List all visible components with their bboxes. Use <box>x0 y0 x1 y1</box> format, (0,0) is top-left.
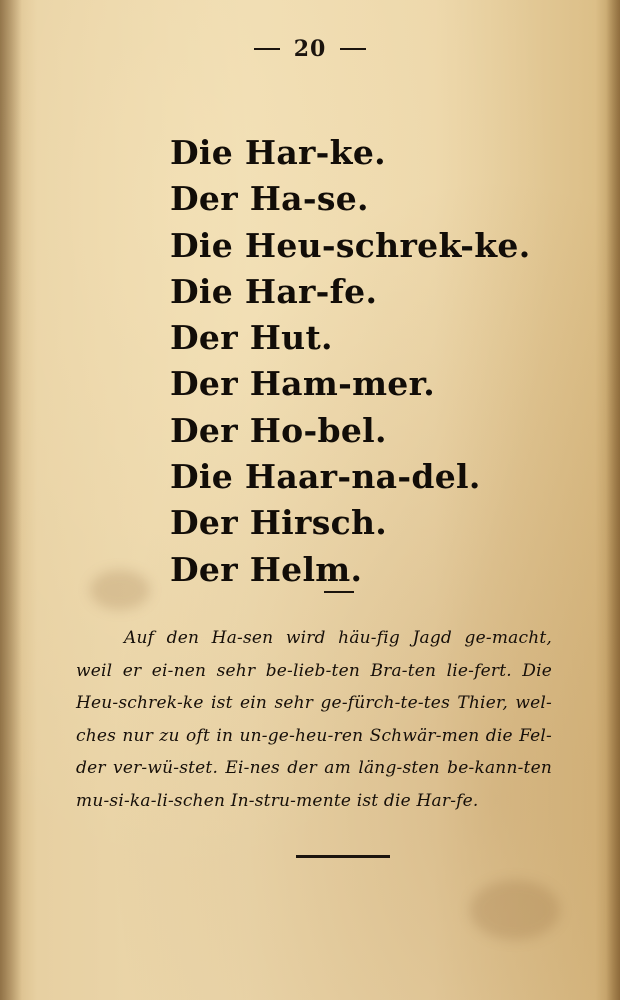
word-list-item: Die Haar-na-del. <box>170 457 481 497</box>
word-list-item: Der Ha-se. <box>170 179 369 219</box>
end-divider <box>296 855 390 858</box>
word-list-item: Der Hirsch. <box>170 503 388 543</box>
word-list <box>170 130 531 593</box>
spine-shadow <box>0 0 22 1000</box>
word-list-item: Der Helm. <box>170 549 363 589</box>
paper-stain <box>470 880 560 940</box>
word-list-item: Die Har-fe. <box>170 271 378 311</box>
page-header <box>0 36 620 62</box>
body-paragraph: Auf den Ha-sen wird häu-fig Jagd ge-macht, weil er ei-nen sehr be-lieb-ten Bra-ten lie-fert. Die Heu-schrek-ke ist ein sehr ge-fürch-te-tes Thier, wel-ches nur zu oft in un-ge-heu-ren Schwär-men die Fel-der ver-wü-stet. Ei-nes der am läng-sten be-kann-ten mu-si-ka-li-schen In-stru-mente ist die Har-fe. <box>76 628 552 811</box>
paper-stain <box>90 570 150 610</box>
word-list-item: Der Hut. <box>170 318 333 358</box>
header-dash-right <box>340 48 366 50</box>
word-list-item: Die Heu-schrek-ke. <box>170 225 531 265</box>
word-list-item: Der Ho-bel. <box>170 410 387 450</box>
header-dash-left <box>254 48 280 50</box>
word-list-item: Die Har-ke. <box>170 133 386 172</box>
word-list-item: Der Ham-mer. <box>170 364 436 404</box>
page-number: 20 <box>293 36 327 62</box>
section-divider <box>324 591 354 593</box>
page-edge-shadow <box>606 0 620 1000</box>
